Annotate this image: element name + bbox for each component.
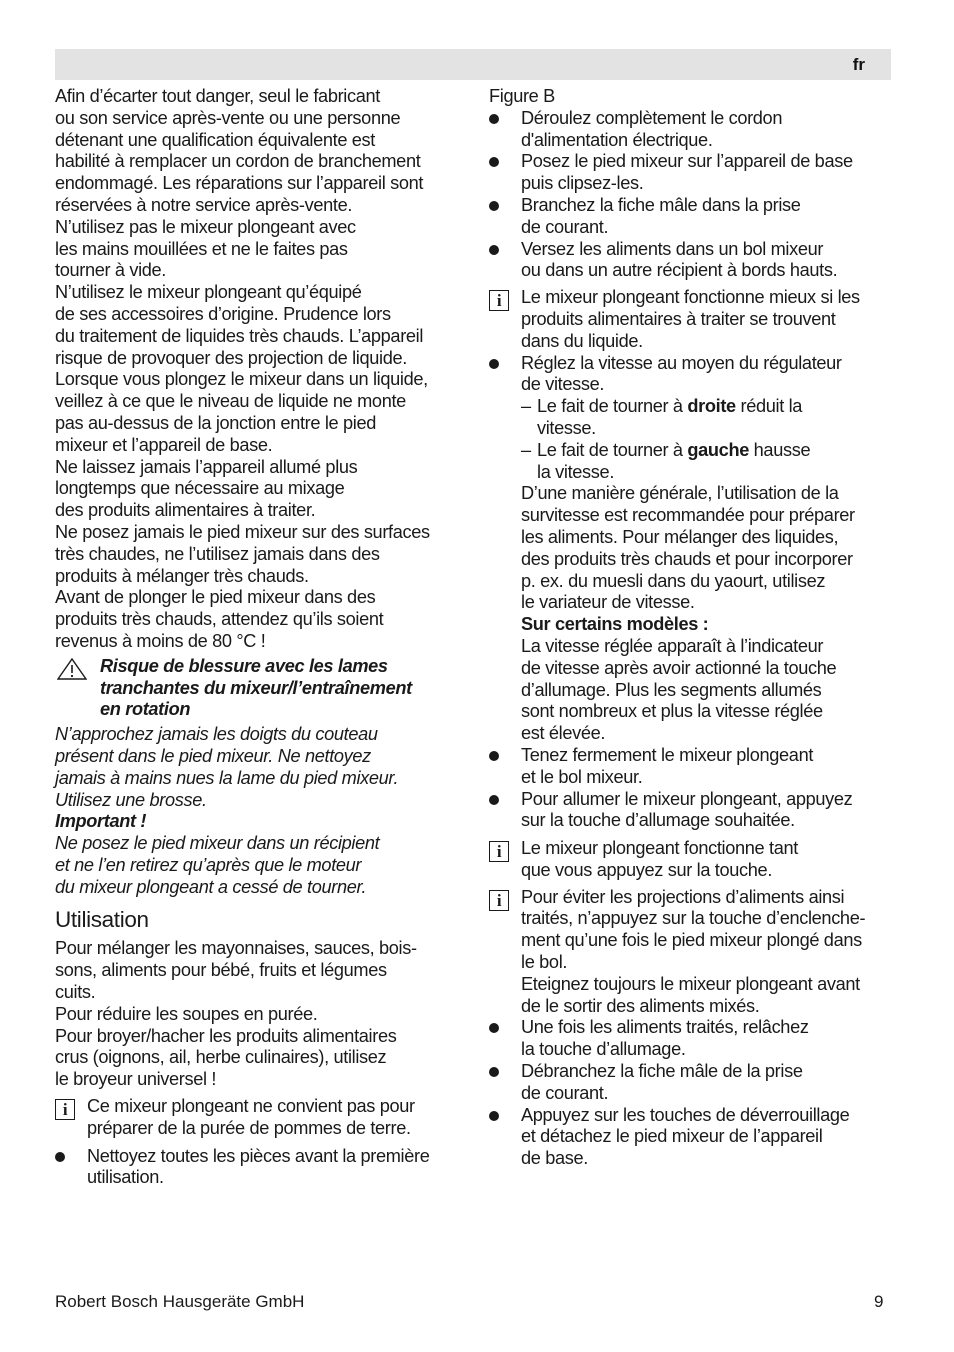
paragraph: D’une manière générale, l’utilisation de la survitesse est recommandée pour préparer les aliments. Pour mélanger des liquides, des produits très chauds et pour incorporer p. ex. du muesli dans du yaourt, utilisez le variateur de vitesse. — [521, 483, 855, 613]
bullet-icon — [489, 114, 499, 124]
dash-marker: – — [521, 439, 531, 460]
list-item — [489, 745, 893, 789]
list-item-text: Nettoyez toutes les pièces avant la première utilisation. — [87, 1145, 430, 1188]
paragraph: Lorsque vous plongez le mixeur dans un liquide, veillez à ce que le niveau de liquide ne monte pas au-dessus de la jonction entre le pied mixeur et l’appareil de base. — [55, 369, 428, 455]
important-text: Ne posez le pied mixeur dans un récipient et ne l’en retirez qu’après que le moteur du mixeur plongeant a cessé de tourner. — [55, 833, 380, 897]
paragraph: Ne posez jamais le pied mixeur sur des surfaces très chaudes, ne l’utilisez jamais dans des produits à mélanger très chauds. — [55, 521, 430, 586]
list-item-text: Réglez la vitesse au moyen du régulateur de vitesse. — [521, 352, 842, 395]
left-column — [55, 86, 457, 1189]
sub-item-text: Le fait de tourner à — [537, 396, 688, 417]
info-text: Le mixeur plongeant fonctionne mieux si les produits alimentaires à traiter se trouvent dans du liquide. — [521, 287, 860, 351]
info-text: Ce mixeur plongeant ne convient pas pour préparer de la purée de pommes de terre. — [87, 1096, 415, 1138]
list-item-text: Branchez la fiche mâle dans la prise de courant. — [521, 194, 801, 237]
list-item — [489, 1017, 893, 1061]
info-icon: i — [489, 841, 509, 862]
bullet-icon — [489, 1023, 499, 1033]
list-item-text: Pour allumer le mixeur plongeant, appuyez sur la touche d’allumage souhaitée. — [521, 788, 853, 831]
bullet-icon — [489, 1111, 499, 1121]
list-item — [489, 239, 893, 283]
page-number: 9 — [874, 1292, 884, 1311]
info-icon: i — [55, 1099, 75, 1120]
paragraph: N’utilisez le mixeur plongeant qu’équipé de ses accessoires d’origine. Prudence lors du traitement de liquides très chauds. L’appareil risque de provoquer des projection de liquide. — [55, 282, 424, 368]
bullet-icon — [489, 245, 499, 255]
list-item — [489, 789, 893, 833]
sub-item — [489, 396, 893, 440]
list-item — [489, 1105, 893, 1170]
important-label: Important ! — [55, 811, 147, 832]
language-label: fr — [852, 55, 865, 74]
paragraph: Ne laissez jamais l’appareil allumé plus longtemps que nécessaire au mixage des produits alimentaires à traiter. — [55, 456, 358, 521]
bullet-icon — [489, 157, 499, 167]
list-item-text: Posez le pied mixeur sur l’appareil de base puis clipsez-les. — [521, 151, 853, 194]
info-icon: i — [489, 290, 509, 311]
paragraph: Pour réduire les soupes en purée. — [55, 1003, 318, 1024]
sub-item — [489, 440, 893, 484]
bullet-icon — [489, 359, 499, 369]
footer-company: Robert Bosch Hausgeräte GmbH — [55, 1292, 305, 1311]
list-item — [55, 1146, 457, 1190]
info-note — [489, 287, 893, 352]
bullet-icon — [489, 201, 499, 211]
list-item-text: Déroulez complètement le cordon d'alimentation électrique. — [521, 107, 783, 150]
info-text: Le mixeur plongeant fonctionne tant que vous appuyez sur la touche. — [521, 838, 798, 880]
paragraph: Pour broyer/hacher les produits alimentaires crus (oignons, ail, herbe culinaires), utilisez le broyeur universel ! — [55, 1025, 397, 1090]
bullet-icon — [489, 795, 499, 805]
list-item-text: Tenez fermement le mixeur plongeant et le bol mixeur. — [521, 744, 814, 787]
info-note — [55, 1096, 457, 1140]
dash-marker: – — [521, 396, 531, 417]
warning-triangle-icon — [57, 658, 87, 680]
list-item-text: Versez les aliments dans un bol mixeur ou dans un autre récipient à bords hauts. — [521, 238, 838, 281]
list-item-text: Débranchez la fiche mâle de la prise de courant. — [521, 1061, 803, 1103]
paragraph: La vitesse réglée apparaît à l’indicateur de vitesse après avoir actionné la touche d’allumage. Plus les segments allumés sont nombreux et plus la vitesse réglée est élevée. — [521, 635, 837, 744]
bullet-icon — [55, 1152, 65, 1162]
sub-item-text: hausse la vitesse. — [537, 439, 811, 482]
section-title: Utilisation — [55, 907, 149, 933]
list-item — [489, 353, 893, 397]
paragraph: N’utilisez pas le mixeur plongeant avec les mains mouillées et ne le faites pas tourner à vide. — [55, 216, 356, 281]
info-icon: i — [489, 890, 509, 911]
right-column — [489, 86, 893, 1170]
bullet-icon — [489, 1067, 499, 1077]
sub-item-text: Le fait de tourner à — [537, 439, 688, 460]
list-item — [489, 1061, 893, 1105]
list-item — [489, 195, 893, 239]
figure-label: Figure B — [489, 86, 555, 106]
paragraph: Pour mélanger les mayonnaises, sauces, bois- sons, aliments pour bébé, fruits et légumes cuits. — [55, 938, 417, 1003]
list-item — [489, 108, 893, 152]
bullet-icon — [489, 751, 499, 761]
paragraph: Eteignez toujours le mixeur plongeant avant de le sortir des aliments mixés. — [521, 973, 860, 1016]
emphasis: droite — [687, 396, 736, 417]
models-label: Sur certains modèles : — [521, 614, 709, 635]
warning-block — [55, 656, 457, 721]
paragraph: Avant de plonger le pied mixeur dans des produits très chauds, attendez qu’ils soient revenus à moins de 80 °C ! — [55, 587, 384, 651]
list-item-text: Appuyez sur les touches de déverrouillage et détachez le pied mixeur de l’appareil de base. — [521, 1104, 850, 1169]
info-note — [489, 887, 893, 974]
sub-item-text: réduit la vitesse. — [537, 396, 803, 438]
emphasis: gauche — [687, 439, 749, 460]
warning-title: Risque de blessure avec les lames tranchantes du mixeur/l’entraînement en rotation — [100, 655, 412, 720]
paragraph: Afin d’écarter tout danger, seul le fabricant ou son service après-vente ou une personne détenant une qualification équivalente est habilité à remplacer un cordon de branchement endommagé. Les réparations sur l’appareil sont réservées à notre service après-vente. — [55, 86, 424, 215]
info-note — [489, 838, 893, 882]
header-bar — [55, 49, 891, 80]
info-text: Pour éviter les projections d’aliments ainsi traités, n’appuyez sur la touche d’enclenche- ment qu’une fois le pied mixeur plongé dans le bol. — [521, 886, 866, 973]
list-item-text: Une fois les aliments traités, relâchez la touche d’allumage. — [521, 1017, 809, 1060]
warning-text: N’approchez jamais les doigts du couteau présent dans le pied mixeur. Ne nettoyez jamais à mains nues la lame du pied mixeur. Utilisez une brosse. — [55, 724, 399, 810]
list-item — [489, 151, 893, 195]
